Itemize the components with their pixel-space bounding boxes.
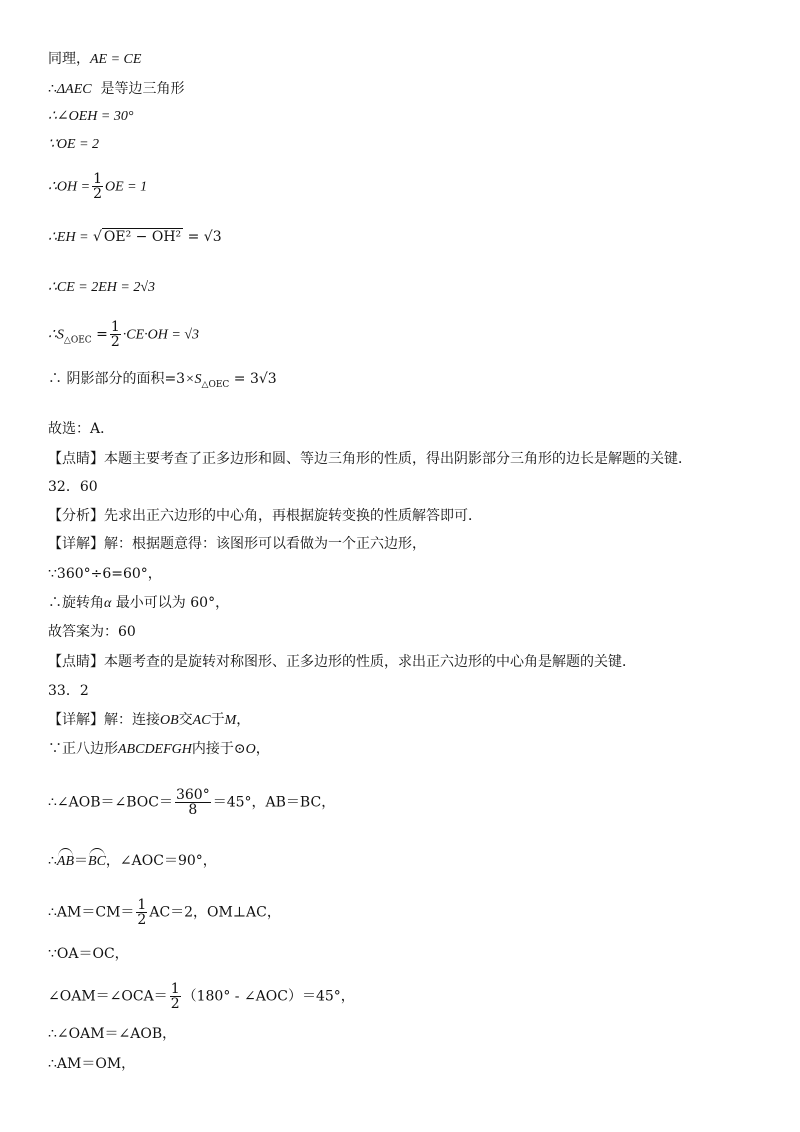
line-comment-32: 【点睛】本题考查的是旋转对称图形、正多边形的性质，求出正六边形的中心角是解题的关键． — [48, 654, 636, 670]
line-analysis-32: 【分析】先求出正六边形的中心角，再根据旋转变换的性质解答即可． — [48, 508, 482, 524]
line-angle-equal: ∴∠OAM＝∠AOB， — [48, 1026, 177, 1042]
line-am-cm: ∴AM＝CM＝ $\frac{1}{2}$ AC＝2，OM⊥AC， — [48, 897, 281, 928]
line-angle-aob: ∴∠AOB＝∠BOC＝ $\frac{360^\circ}{8}$ ＝45°，AB＝BC， — [48, 787, 336, 818]
line-detail-33: 【详解】解：连接OB交AC于M， — [48, 712, 251, 728]
line-division: ∵360°÷6=60°， — [48, 566, 162, 582]
fraction: $\frac{360^\circ}{8}$ — [175, 787, 210, 818]
line-oe: ∵OE = 2 — [48, 137, 100, 152]
fraction: $\frac{1}{2}$ — [137, 897, 147, 928]
line-answer-60: 故答案为：60 — [48, 624, 136, 640]
line-equilateral: ∴ΔAEC 是等边三角形 — [48, 81, 185, 97]
line-shaded-area: ∴ 阴影部分的面积$=3\times S_{\triangle OEC} = 3√3$ — [48, 371, 277, 390]
line-same-reason: 同理，AE = CE — [48, 51, 142, 67]
fraction: $\frac{1}{2}$ — [110, 319, 120, 350]
line-am-om: ∴AM＝OM， — [48, 1056, 136, 1072]
line-oh: ∴OH = $\frac{1}{2}$ OE = 1 — [48, 171, 148, 202]
line-answer-a: 故选：A． — [48, 421, 115, 437]
line-rotation-angle: ∴旋转角α 最小可以为 60°， — [48, 595, 230, 611]
line-arcs-equal: ∴AB＝BC，∠AOC＝90°， — [48, 853, 217, 869]
line-angle-oeh: ∴∠OEH = 30° — [48, 109, 134, 124]
line-detail-32: 【详解】解：根据题意得：该图形可以看做为一个正六边形， — [48, 536, 426, 552]
line-octagon: ∵正八边形ABCDEFGH内接于⊙O， — [48, 741, 270, 757]
line-oa-oc: ∵OA＝OC， — [48, 946, 129, 962]
fraction: $\frac{1}{2}$ — [93, 171, 102, 202]
line-area-oec: $\therefore S_{\triangle OEC}$ = $\frac{1}{2}$ ·CE·OH = √3 — [48, 319, 200, 350]
line-comment-31: 【点睛】本题主要考查了正多边形和圆、等边三角形的性质，得出阴影部分三角形的边长是解题的关键． — [48, 451, 692, 467]
line-eh: ∴EH = √ OE² − OH² = √3 — [48, 229, 222, 245]
line-angle-oam: ∠OAM＝∠OCA＝ $\frac{1}{2}$ （180° - ∠AOC）＝45°， — [48, 981, 355, 1012]
question-33-header: 33．2 — [48, 683, 89, 699]
line-ce: ∴CE = 2EH = 2√3 — [48, 280, 156, 295]
question-32-header: 32．60 — [48, 479, 98, 495]
fraction: $\frac{1}{2}$ — [170, 981, 180, 1012]
